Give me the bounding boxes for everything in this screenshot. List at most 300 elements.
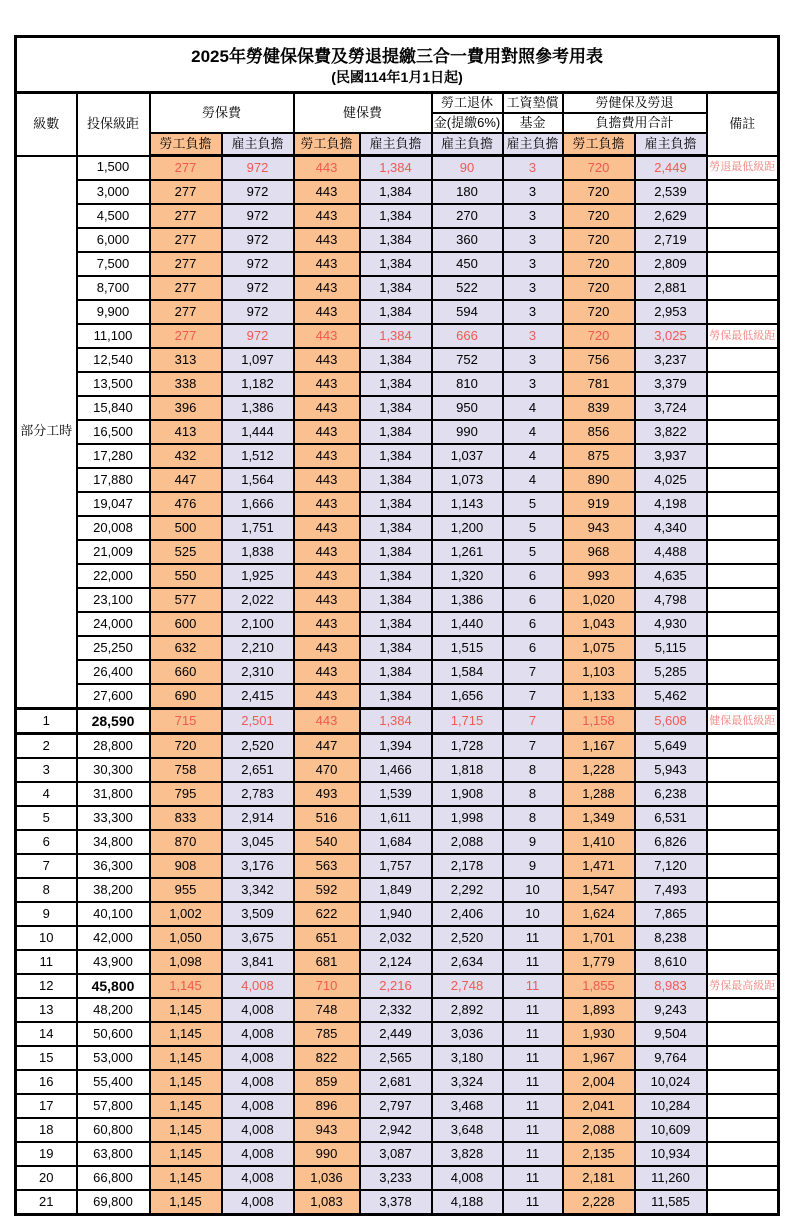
labor-worker-cell: 500: [150, 516, 222, 540]
labor-employer-cell: 2,914: [222, 806, 294, 830]
labor-worker-cell: 277: [150, 276, 222, 300]
labor-worker-cell: 600: [150, 612, 222, 636]
labor-worker-cell: 833: [150, 806, 222, 830]
pension-employer-cell: 1,143: [432, 492, 503, 516]
note-cell: [707, 492, 779, 516]
labor-worker-cell: 1,145: [150, 1046, 222, 1070]
salary-cell: 45,800: [77, 974, 150, 998]
arrears-employer-cell: 11: [503, 1190, 563, 1215]
total-employer-cell: 3,822: [635, 420, 707, 444]
table-row: [16, 758, 779, 782]
health-worker-cell: 443: [294, 660, 360, 684]
table-body: [16, 156, 779, 1215]
table-row: [16, 660, 779, 684]
salary-cell: 17,280: [77, 444, 150, 468]
health-worker-cell: 785: [294, 1022, 360, 1046]
level-cell: 10: [16, 926, 77, 950]
labor-worker-cell: 660: [150, 660, 222, 684]
health-employer-cell: 1,384: [360, 612, 432, 636]
health-employer-cell: 1,611: [360, 806, 432, 830]
pension-employer-cell: 2,892: [432, 998, 503, 1022]
health-employer-cell: 2,565: [360, 1046, 432, 1070]
arrears-employer-cell: 4: [503, 420, 563, 444]
total-employer-cell: 11,260: [635, 1166, 707, 1190]
arrears-employer-cell: 7: [503, 734, 563, 759]
health-employer-cell: 1,384: [360, 709, 432, 734]
total-worker-cell: 1,547: [563, 878, 635, 902]
health-worker-cell: 443: [294, 420, 360, 444]
salary-cell: 16,500: [77, 420, 150, 444]
salary-cell: 50,600: [77, 1022, 150, 1046]
total-employer-cell: 5,115: [635, 636, 707, 660]
note-cell: [707, 588, 779, 612]
labor-employer-cell: 3,841: [222, 950, 294, 974]
pension-employer-cell: 360: [432, 228, 503, 252]
labor-employer-cell: 972: [222, 252, 294, 276]
labor-worker-cell: 277: [150, 156, 222, 181]
labor-worker-cell: 432: [150, 444, 222, 468]
arrears-employer-cell: 11: [503, 1046, 563, 1070]
pension-employer-cell: 1,715: [432, 709, 503, 734]
note-cell: [707, 252, 779, 276]
health-worker-cell: 443: [294, 300, 360, 324]
health-worker-cell: 443: [294, 372, 360, 396]
health-employer-cell: 1,384: [360, 468, 432, 492]
table-row: [16, 830, 779, 854]
note-cell: [707, 1046, 779, 1070]
labor-employer-cell: 972: [222, 276, 294, 300]
labor-employer-cell: 2,210: [222, 636, 294, 660]
table-row: [16, 396, 779, 420]
labor-employer-cell: 972: [222, 204, 294, 228]
health-employer-cell: 1,384: [360, 516, 432, 540]
total-employer-cell: 2,449: [635, 156, 707, 181]
labor-worker-cell: 870: [150, 830, 222, 854]
total-worker-cell: 890: [563, 468, 635, 492]
arrears-employer-cell: 3: [503, 348, 563, 372]
total-worker-cell: 1,167: [563, 734, 635, 759]
table-row: [16, 372, 779, 396]
arrears-employer-cell: 5: [503, 492, 563, 516]
salary-cell: 12,540: [77, 348, 150, 372]
health-worker-cell: 443: [294, 348, 360, 372]
table-row: [16, 1118, 779, 1142]
note-cell: [707, 228, 779, 252]
total-worker-cell: 1,043: [563, 612, 635, 636]
note-cell: [707, 782, 779, 806]
table-row: [16, 1046, 779, 1070]
health-worker-cell: 748: [294, 998, 360, 1022]
health-worker-cell: 443: [294, 396, 360, 420]
salary-cell: 40,100: [77, 902, 150, 926]
total-employer-cell: 4,930: [635, 612, 707, 636]
health-employer-cell: 1,384: [360, 348, 432, 372]
health-employer-cell: 2,332: [360, 998, 432, 1022]
salary-cell: 63,800: [77, 1142, 150, 1166]
note-cell: [707, 734, 779, 759]
labor-employer-cell: 972: [222, 324, 294, 348]
health-worker-cell: 563: [294, 854, 360, 878]
pension-employer-cell: 3,468: [432, 1094, 503, 1118]
total-worker-cell: 943: [563, 516, 635, 540]
health-employer-cell: 1,384: [360, 204, 432, 228]
salary-cell: 28,590: [77, 709, 150, 734]
table-row: [16, 1142, 779, 1166]
labor-employer-cell: 4,008: [222, 974, 294, 998]
health-worker-cell: 443: [294, 564, 360, 588]
health-employer-cell: 3,378: [360, 1190, 432, 1215]
total-employer-cell: 2,629: [635, 204, 707, 228]
subheader-labor-employer: 雇主負擔: [222, 133, 294, 156]
health-employer-cell: 1,384: [360, 444, 432, 468]
health-employer-cell: 1,384: [360, 636, 432, 660]
note-cell: [707, 372, 779, 396]
level-cell: 1: [16, 709, 77, 734]
table-row: [16, 276, 779, 300]
table-row: [16, 734, 779, 759]
health-worker-cell: 540: [294, 830, 360, 854]
health-employer-cell: 1,384: [360, 252, 432, 276]
total-worker-cell: 1,410: [563, 830, 635, 854]
pension-employer-cell: 1,320: [432, 564, 503, 588]
labor-employer-cell: 2,501: [222, 709, 294, 734]
total-worker-cell: 1,779: [563, 950, 635, 974]
salary-cell: 57,800: [77, 1094, 150, 1118]
table-row: [16, 564, 779, 588]
pension-employer-cell: 594: [432, 300, 503, 324]
health-employer-cell: 1,384: [360, 588, 432, 612]
total-employer-cell: 9,504: [635, 1022, 707, 1046]
labor-worker-cell: 715: [150, 709, 222, 734]
pension-employer-cell: 1,261: [432, 540, 503, 564]
level-cell: 21: [16, 1190, 77, 1215]
labor-employer-cell: 2,783: [222, 782, 294, 806]
level-cell: 11: [16, 950, 77, 974]
health-worker-cell: 443: [294, 588, 360, 612]
health-worker-cell: 443: [294, 492, 360, 516]
health-worker-cell: 493: [294, 782, 360, 806]
total-employer-cell: 11,585: [635, 1190, 707, 1215]
table-row: [16, 1022, 779, 1046]
table-row: [16, 324, 779, 348]
level-cell: 2: [16, 734, 77, 759]
labor-worker-cell: 1,145: [150, 1094, 222, 1118]
total-employer-cell: 5,285: [635, 660, 707, 684]
total-worker-cell: 1,158: [563, 709, 635, 734]
total-employer-cell: 5,943: [635, 758, 707, 782]
salary-cell: 23,100: [77, 588, 150, 612]
labor-employer-cell: 1,751: [222, 516, 294, 540]
note-cell: [707, 444, 779, 468]
total-worker-cell: 720: [563, 228, 635, 252]
pension-employer-cell: 1,073: [432, 468, 503, 492]
arrears-employer-cell: 11: [503, 1166, 563, 1190]
labor-worker-cell: 413: [150, 420, 222, 444]
subheader-arrears-employer: 雇主負擔: [503, 133, 563, 156]
table-row: [16, 444, 779, 468]
subheader-health-employer: 雇主負擔: [360, 133, 432, 156]
arrears-employer-cell: 11: [503, 950, 563, 974]
health-employer-cell: 2,681: [360, 1070, 432, 1094]
total-employer-cell: 2,539: [635, 180, 707, 204]
health-worker-cell: 443: [294, 276, 360, 300]
health-employer-cell: 1,384: [360, 420, 432, 444]
health-worker-cell: 516: [294, 806, 360, 830]
page-subtitle: (民國114年1月1日起): [331, 68, 463, 85]
health-employer-cell: 1,384: [360, 564, 432, 588]
health-employer-cell: 1,384: [360, 300, 432, 324]
salary-cell: 55,400: [77, 1070, 150, 1094]
table-row: [16, 180, 779, 204]
pension-employer-cell: 450: [432, 252, 503, 276]
table-row: [16, 902, 779, 926]
total-employer-cell: 10,934: [635, 1142, 707, 1166]
total-worker-cell: 1,967: [563, 1046, 635, 1070]
salary-cell: 36,300: [77, 854, 150, 878]
note-cell: [707, 612, 779, 636]
premium-table: [14, 35, 780, 1216]
pension-employer-cell: 1,584: [432, 660, 503, 684]
labor-worker-cell: 277: [150, 324, 222, 348]
health-worker-cell: 622: [294, 902, 360, 926]
level-cell: 12: [16, 974, 77, 998]
level-cell: 20: [16, 1166, 77, 1190]
labor-employer-cell: 972: [222, 180, 294, 204]
pension-employer-cell: 90: [432, 156, 503, 181]
salary-cell: 53,000: [77, 1046, 150, 1070]
table-row: [16, 684, 779, 709]
pension-employer-cell: 1,037: [432, 444, 503, 468]
table-row: [16, 806, 779, 830]
labor-employer-cell: 972: [222, 156, 294, 181]
arrears-employer-cell: 4: [503, 468, 563, 492]
health-employer-cell: 2,216: [360, 974, 432, 998]
col-header-salary: 投保級距: [77, 93, 150, 156]
labor-worker-cell: 1,002: [150, 902, 222, 926]
arrears-employer-cell: 11: [503, 998, 563, 1022]
arrears-employer-cell: 10: [503, 878, 563, 902]
total-employer-cell: 8,238: [635, 926, 707, 950]
labor-worker-cell: 908: [150, 854, 222, 878]
pension-employer-cell: 950: [432, 396, 503, 420]
total-worker-cell: 1,701: [563, 926, 635, 950]
note-cell: [707, 998, 779, 1022]
table-row: [16, 974, 779, 998]
note-cell: [707, 564, 779, 588]
pension-employer-cell: 180: [432, 180, 503, 204]
labor-worker-cell: 550: [150, 564, 222, 588]
note-cell: [707, 204, 779, 228]
labor-employer-cell: 3,045: [222, 830, 294, 854]
col-header-total-line1: 勞健保及勞退: [563, 93, 707, 114]
pension-employer-cell: 1,656: [432, 684, 503, 709]
total-employer-cell: 4,198: [635, 492, 707, 516]
health-employer-cell: 1,384: [360, 228, 432, 252]
labor-employer-cell: 2,310: [222, 660, 294, 684]
health-employer-cell: 1,394: [360, 734, 432, 759]
labor-worker-cell: 476: [150, 492, 222, 516]
health-employer-cell: 1,757: [360, 854, 432, 878]
total-worker-cell: 2,041: [563, 1094, 635, 1118]
labor-employer-cell: 4,008: [222, 1118, 294, 1142]
total-employer-cell: 5,649: [635, 734, 707, 759]
arrears-employer-cell: 8: [503, 806, 563, 830]
header-row-1: [16, 93, 779, 114]
pension-employer-cell: 990: [432, 420, 503, 444]
labor-worker-cell: 277: [150, 300, 222, 324]
pension-employer-cell: 752: [432, 348, 503, 372]
pension-employer-cell: 1,515: [432, 636, 503, 660]
note-cell: [707, 660, 779, 684]
health-worker-cell: 822: [294, 1046, 360, 1070]
health-worker-cell: 443: [294, 612, 360, 636]
labor-worker-cell: 1,098: [150, 950, 222, 974]
labor-worker-cell: 1,145: [150, 974, 222, 998]
table-row: [16, 709, 779, 734]
labor-employer-cell: 1,097: [222, 348, 294, 372]
pension-employer-cell: 2,748: [432, 974, 503, 998]
health-employer-cell: 1,384: [360, 180, 432, 204]
health-worker-cell: 443: [294, 636, 360, 660]
level-cell: 17: [16, 1094, 77, 1118]
total-worker-cell: 720: [563, 300, 635, 324]
arrears-employer-cell: 11: [503, 926, 563, 950]
level-cell: 7: [16, 854, 77, 878]
pension-employer-cell: 4,188: [432, 1190, 503, 1215]
salary-cell: 7,500: [77, 252, 150, 276]
total-worker-cell: 993: [563, 564, 635, 588]
labor-employer-cell: 3,675: [222, 926, 294, 950]
labor-employer-cell: 1,444: [222, 420, 294, 444]
labor-employer-cell: 4,008: [222, 1022, 294, 1046]
salary-cell: 21,009: [77, 540, 150, 564]
salary-cell: 17,880: [77, 468, 150, 492]
note-cell: [707, 468, 779, 492]
labor-employer-cell: 1,838: [222, 540, 294, 564]
total-employer-cell: 4,340: [635, 516, 707, 540]
health-worker-cell: 443: [294, 180, 360, 204]
labor-worker-cell: 1,145: [150, 1142, 222, 1166]
total-employer-cell: 5,608: [635, 709, 707, 734]
labor-worker-cell: 758: [150, 758, 222, 782]
level-cell: 5: [16, 806, 77, 830]
total-employer-cell: 4,025: [635, 468, 707, 492]
table-row: [16, 492, 779, 516]
pension-employer-cell: 2,520: [432, 926, 503, 950]
total-worker-cell: 875: [563, 444, 635, 468]
total-worker-cell: 1,893: [563, 998, 635, 1022]
labor-worker-cell: 1,145: [150, 1166, 222, 1190]
total-worker-cell: 720: [563, 252, 635, 276]
table-row: [16, 348, 779, 372]
arrears-employer-cell: 5: [503, 516, 563, 540]
table-row: [16, 156, 779, 181]
total-worker-cell: 1,133: [563, 684, 635, 709]
level-cell: 6: [16, 830, 77, 854]
salary-cell: 20,008: [77, 516, 150, 540]
health-worker-cell: 443: [294, 709, 360, 734]
table-row: [16, 1070, 779, 1094]
note-cell: [707, 902, 779, 926]
labor-employer-cell: 4,008: [222, 1070, 294, 1094]
salary-cell: 66,800: [77, 1166, 150, 1190]
total-worker-cell: 2,228: [563, 1190, 635, 1215]
total-worker-cell: 720: [563, 180, 635, 204]
note-cell: [707, 1142, 779, 1166]
pension-employer-cell: 3,828: [432, 1142, 503, 1166]
table-row: [16, 1094, 779, 1118]
health-worker-cell: 896: [294, 1094, 360, 1118]
health-employer-cell: 2,942: [360, 1118, 432, 1142]
labor-employer-cell: 1,666: [222, 492, 294, 516]
col-header-health-insurance: 健保費: [294, 93, 432, 134]
health-employer-cell: 3,087: [360, 1142, 432, 1166]
level-cell: 13: [16, 998, 77, 1022]
col-header-arrears-line2: 基金: [503, 113, 563, 133]
salary-cell: 33,300: [77, 806, 150, 830]
health-employer-cell: 1,940: [360, 902, 432, 926]
col-header-note: 備註: [707, 93, 779, 156]
level-cell: 15: [16, 1046, 77, 1070]
total-worker-cell: 1,075: [563, 636, 635, 660]
level-cell: 18: [16, 1118, 77, 1142]
labor-worker-cell: 313: [150, 348, 222, 372]
health-worker-cell: 1,083: [294, 1190, 360, 1215]
health-employer-cell: 1,384: [360, 324, 432, 348]
table-row: [16, 926, 779, 950]
note-cell: [707, 806, 779, 830]
pension-employer-cell: 522: [432, 276, 503, 300]
table-row: [16, 540, 779, 564]
health-worker-cell: 470: [294, 758, 360, 782]
note-cell: [707, 950, 779, 974]
health-worker-cell: 443: [294, 324, 360, 348]
note-cell: [707, 348, 779, 372]
table-row: [16, 468, 779, 492]
table-row: [16, 516, 779, 540]
pension-employer-cell: 1,818: [432, 758, 503, 782]
level-cell: 9: [16, 902, 77, 926]
arrears-employer-cell: 11: [503, 1142, 563, 1166]
table-row: [16, 588, 779, 612]
labor-employer-cell: 2,415: [222, 684, 294, 709]
note-cell: [707, 1190, 779, 1215]
health-employer-cell: 1,384: [360, 684, 432, 709]
arrears-employer-cell: 11: [503, 1094, 563, 1118]
subheader-labor-worker: 勞工負擔: [150, 133, 222, 156]
subheader-total-worker: 勞工負擔: [563, 133, 635, 156]
note-cell: [707, 1022, 779, 1046]
total-employer-cell: 4,488: [635, 540, 707, 564]
note-cell: [707, 396, 779, 420]
note-cell: [707, 300, 779, 324]
table-row: [16, 204, 779, 228]
pension-employer-cell: 1,908: [432, 782, 503, 806]
salary-cell: 42,000: [77, 926, 150, 950]
health-employer-cell: 2,032: [360, 926, 432, 950]
total-employer-cell: 2,719: [635, 228, 707, 252]
health-worker-cell: 443: [294, 156, 360, 181]
total-employer-cell: 6,826: [635, 830, 707, 854]
pension-employer-cell: 2,292: [432, 878, 503, 902]
health-employer-cell: 2,797: [360, 1094, 432, 1118]
arrears-employer-cell: 3: [503, 204, 563, 228]
health-worker-cell: 447: [294, 734, 360, 759]
total-employer-cell: 2,881: [635, 276, 707, 300]
salary-cell: 34,800: [77, 830, 150, 854]
col-header-level: 級數: [16, 93, 77, 156]
salary-cell: 11,100: [77, 324, 150, 348]
